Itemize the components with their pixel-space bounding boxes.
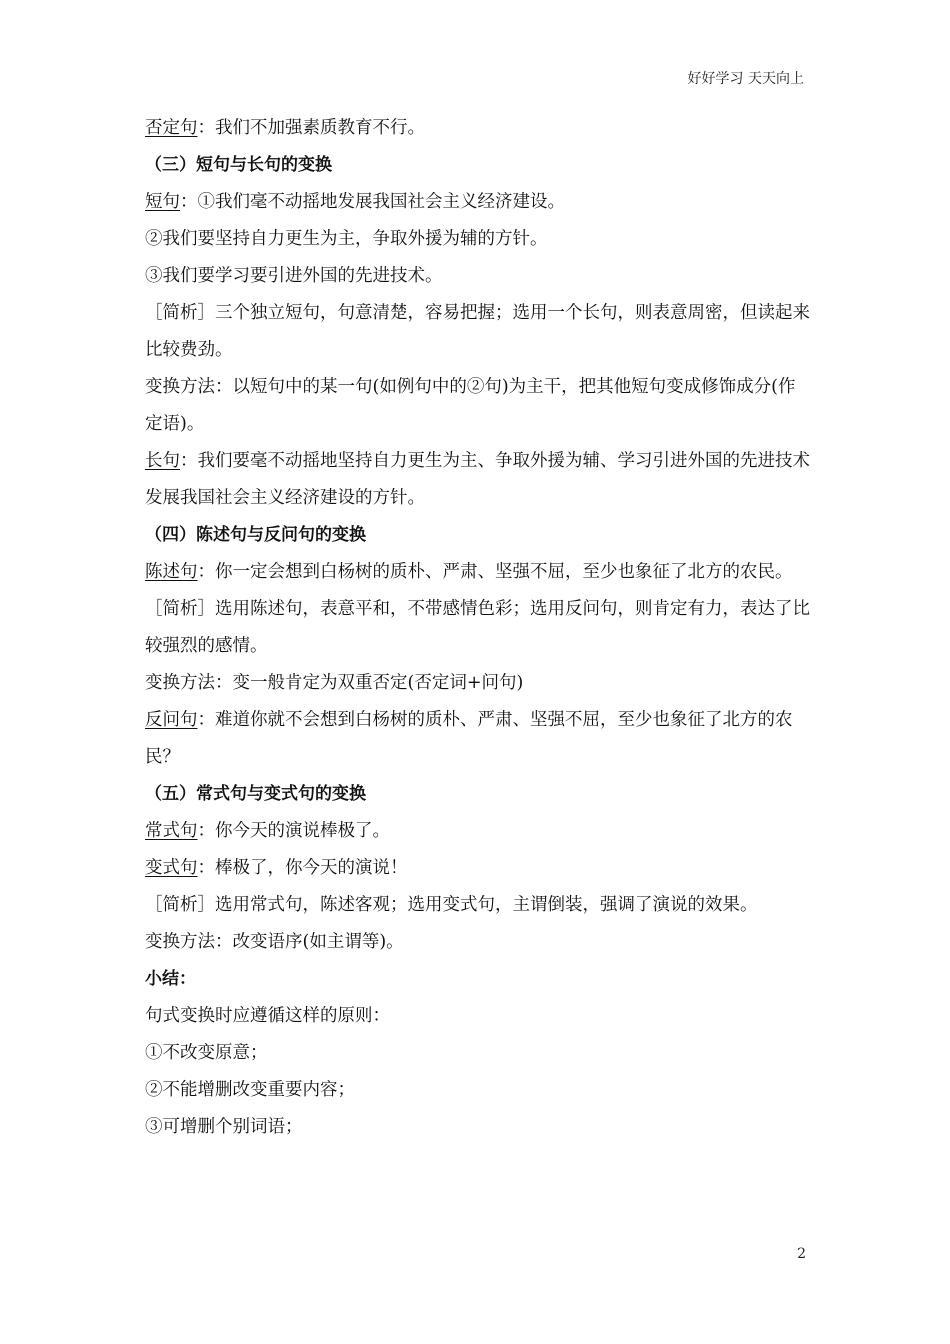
- analysis-paragraph: ［简析］选用常式句，陈述客观；选用变式句，主谓倒装，强调了演说的效果。: [145, 895, 758, 915]
- short-sentence-3: ③我们要学习要引进外国的先进技术。: [145, 266, 443, 286]
- summary-intro: 句式变换时应遵循这样的原则：: [145, 1006, 390, 1026]
- principle-3: ③可增删个别词语；: [145, 1117, 303, 1137]
- analysis-paragraph: ［简析］三个独立短句，句意清楚，容易把握；选用一个长句，则表意周密，但读起来比较费劲。: [145, 303, 810, 360]
- section-heading-4: （四）陈述句与反问句的变换: [145, 525, 366, 545]
- rhetorical-question-example: 反问句：难道你就不会想到白杨树的质朴、严肃、坚强不屈，至少也象征了北方的农民？: [145, 710, 793, 767]
- summary-heading: 小结：: [145, 969, 196, 989]
- short-sentence-example: 短句：①我们毫不动摇地发展我国社会主义经济建设。: [145, 192, 565, 212]
- analysis-paragraph: ［简析］选用陈述句，表意平和，不带感情色彩；选用反问句，则肯定有力，表达了比较强烈的感情。: [145, 599, 810, 656]
- method-paragraph: 变换方法：变一般肯定为双重否定(否定词+问句): [145, 673, 524, 693]
- inverted-sentence-example: 变式句：棒极了，你今天的演说！: [145, 858, 408, 878]
- long-sentence-example: 长句：我们要毫不动摇地坚持自力更生为主、争取外援为辅、学习引进外国的先进技术发展我国社会主义经济建设的方针。: [145, 451, 810, 508]
- page-number: 2: [797, 1246, 806, 1262]
- method-paragraph: 变换方法：以短句中的某一句(如例句中的②句)为主干，把其他短句变成修饰成分(作定语)。: [145, 377, 796, 434]
- negative-sentence-example: 否定句：我们不加强素质教育不行。: [145, 118, 425, 138]
- section-heading-3: （三）短句与长句的变换: [145, 155, 332, 175]
- document-body: [145, 110, 810, 1146]
- principle-2: ②不能增删改变重要内容；: [145, 1080, 355, 1100]
- section-heading-5: （五）常式句与变式句的变换: [145, 784, 366, 804]
- page-header: 好好学习 天天向上: [687, 71, 804, 87]
- method-paragraph: 变换方法：改变语序(如主谓等)。: [145, 932, 404, 952]
- declarative-sentence-example: 陈述句：你一定会想到白杨树的质朴、严肃、坚强不屈，至少也象征了北方的农民。: [145, 562, 793, 582]
- principle-1: ①不改变原意；: [145, 1043, 268, 1063]
- regular-sentence-example: 常式句：你今天的演说棒极了。: [145, 821, 390, 841]
- short-sentence-2: ②我们要坚持自力更生为主，争取外援为辅的方针。: [145, 229, 548, 249]
